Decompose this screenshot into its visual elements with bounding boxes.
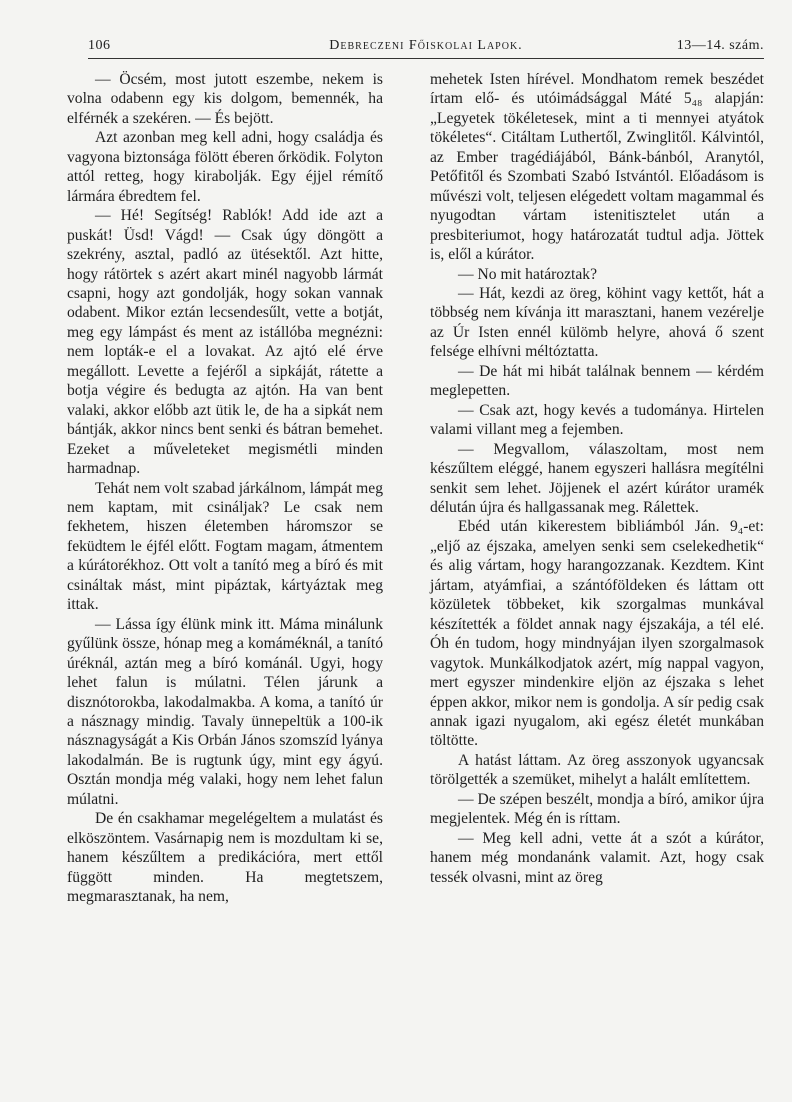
- paragraph: — Hát, kezdi az öreg, köhint vagy kettőt, hát a többség nem kívánja itt marasztani, hanem vezérelje az Úr Isten ennél külömb helyre, ahová ő szent felsége elhívni méltóztatta.: [430, 284, 764, 361]
- paragraph: — De szépen beszélt, mondja a bíró, amikor újra megjelentek. Még én is ríttam.: [430, 790, 764, 828]
- paragraph: — Csak azt, hogy kevés a tudománya. Hirtelen valami villant meg a fejemben.: [430, 401, 764, 439]
- left-column: [67, 70, 383, 906]
- paragraph: Tehát nem volt szabad járkálnom, lámpát meg nem kaptam, mit csináljak? Le csak nem fekhetem, hiszen életemben háromszor se feküdtem le éjfél előtt. Fogtam magam, átmentem a kúrátorékhoz. Ott volt a tanító meg a bíró és mit csináltak mást, mint pipáztak, kártyáztak meg ittak.: [67, 479, 383, 614]
- running-header: [88, 36, 764, 59]
- right-column: [430, 70, 764, 887]
- paragraph: A hatást láttam. Az öreg asszonyok ugyancsak törölgették a szemüket, mihelyt a halált említettem.: [430, 751, 764, 789]
- paragraph: De én csakhamar megelégeltem a mulatást és elköszöntem. Vasárnapig nem is mozdultam ki se, hanem készűltem a predikációra, mert ettől függött minden. Ha megtetszem, megmarasztanak, ha nem,: [67, 810, 383, 906]
- issue-number: 13—14. szám.: [676, 38, 764, 53]
- journal-title: Debreczeni Főiskolai Lapok.: [329, 38, 523, 53]
- paragraph: — De hát mi hibát találnak bennem — kérdém meglepetten.: [430, 362, 764, 400]
- paragraph: Azt azonban meg kell adni, hogy családja és vagyona biztonsága fölött éberen őrködik. Folyton attól retteg, hogy kirabolják. Egy éjjel rémítő lármára ébredtem fel.: [67, 129, 383, 205]
- paragraph: — Megvallom, válaszoltam, most nem készűltem eléggé, hanem egyszeri hallásra megítélni senkit sem lehet. Jöjjenek el azért kúrátor uramék délután újra és hallgassanak meg. Rálettek.: [430, 440, 764, 516]
- paragraph: mehetek Isten hírével. Mondhatom remek beszédet írtam elő- és utóimádsággal Máté 5₄₈ alapján: „Legyetek tökéletesek, mint a ti mennyei atyátok tökéletes“. Citáltam Luthertől, Zwinglitől. Kálvintól, az Ember tragédiájából, Bánk-bánból, Aranytól, Petőfitől és Szombati Szabó Istvántól. Előadásom is művészi volt, teljesen elégedett voltam magammal és nyugodtan vártam istenitisztelet után a presbiteriumot, hogy határozatát tudtul adja. Jöttek is, elől a kúrátor.: [430, 71, 764, 264]
- paragraph: Ebéd után kikerestem bibliámból Ján. 9₄-et: „eljő az éjszaka, amelyen senki sem cselekedhetik“ és alig vártam, hogy harangozzanak. Kezdtem. Kint jártam, atyámfiai, a szántóföldeken és láttam ott közületek többeket, kik szorgalmas munkával készítették a földet annak nagy éjszakája, a tél elé. Óh én tudom, hogy mindnyájan ilyen szorgalmasok vagytok. Munkálkodjatok azért, míg nappal vagyon, mert egyszer mindenkire eljön az éjszaka s lehet éppen akkor, mikor nem is gondolja. A sír pedig csak annak igazi nyugalom, aki egész életét munkában töltötte.: [430, 518, 764, 750]
- paragraph: — No mit határoztak?: [458, 265, 597, 283]
- paragraph: — Hé! Segítség! Rablók! Add ide azt a puskát! Üsd! Vágd! — Csak úgy döngött a szekrény, asztal, padló az ütésektől. Azt hitte, hogy rátörtek s azért akart minél nagyobb lármát csapni, hogy azt gondolják, hogy sokan vannak odabent. Mikor eztán lecsendesűlt, vette a botját, meg egy lámpást és ment az istállóba megnézni: nem lopták-e el a lovakat. Az ajtó elé érve megállott. Levette a fejéről a sipkáját, rátette a botja végire és bedugta az ajtón. Ha van bent valaki, akkor előbb azt ütik le, de ha a sipkát nem bántják, akkor nincs bent senki és bátran bemehet. Ezeket a műveleteket megismétli minden harmadnap.: [67, 207, 383, 478]
- paragraph: — Meg kell adni, vette át a szót a kúrátor, hanem még mondanánk valamit. Azt, hogy csak tessék olvasni, mint az öreg: [430, 829, 764, 886]
- paragraph: — Lássa így élünk mink itt. Máma minálunk gyűlünk össze, hónap meg a komáméknál, a tanító úréknál, aztán meg a bíró kománál. Ugyi, hogy lehet falun is múlatni. Télen járunk a disznótorokba, lakodalmakba. A koma, a tanító úr a násznagy mindig. Tavaly ünnepeltük a 100-ik násznagyságát a Kis Orbán János szomszíd lyánya lakodalmán. Be is rugtunk úgy, mint egy ágyú. Osztán mondja még valaki, hogy nem lehet falun múlatni.: [67, 615, 383, 808]
- page-number: 106: [88, 38, 111, 53]
- paragraph: — Öcsém, most jutott eszembe, nekem is volna odabenn egy kis dolgom, bemennék, ha elférnék a szekéren. — És bejött.: [67, 71, 383, 127]
